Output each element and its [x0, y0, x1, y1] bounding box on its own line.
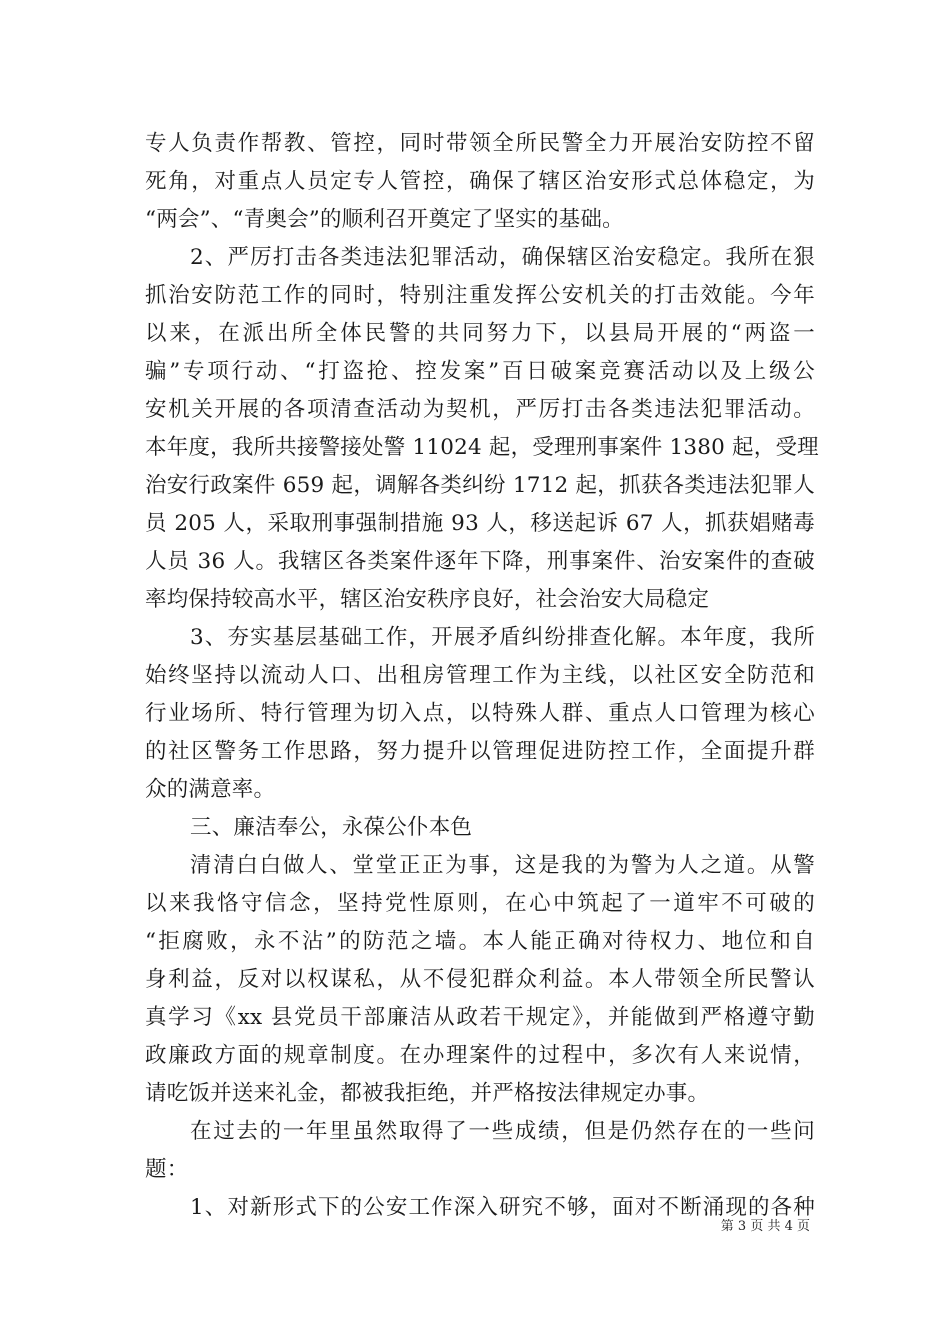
text-line: 员 205 人，采取刑事强制措施 93 人，移送起诉 67 人，抓获娼赌毒 [145, 511, 815, 536]
text-line: 以来，在派出所全体民警的共同努力下，以县局开展的“两盗一 [145, 321, 815, 346]
text-line: “两会”、“青奥会”的顺利召开奠定了坚实的基础。 [145, 207, 624, 232]
text-line: 请吃饭并送来礼金，都被我拒绝，并严格按法律规定办事。 [145, 1081, 710, 1106]
text-line: 1、对新形式下的公安工作深入研究不够，面对不断涌现的各种 [190, 1195, 815, 1220]
text-line: 率均保持较高水平，辖区治安秩序良好，社会治安大局稳定 [145, 587, 710, 612]
text-line: 真学习《xx 县党员干部廉洁从政若干规定》，并能做到严格遵守勤 [145, 1005, 815, 1030]
section-heading: 三、廉洁奉公，永葆公仆本色 [190, 815, 473, 840]
text-line: 清清白白做人、堂堂正正为事，这是我的为警为人之道。从警 [190, 853, 815, 878]
text-line: “拒腐败，永不沾”的防范之墙。本人能正确对待权力、地位和自 [145, 929, 815, 954]
text-line: 专人负责作帮教、管控，同时带领全所民警全力开展治安防控不留 [145, 131, 815, 156]
page-number-footer: 第 3 页 共 4 页 [720, 1219, 810, 1234]
text-line: 政廉政方面的规章制度。在办理案件的过程中，多次有人来说情， [145, 1043, 815, 1068]
text-line: 在过去的一年里虽然取得了一些成绩，但是仍然存在的一些问 [190, 1119, 815, 1144]
text-line: 身利益，反对以权谋私，从不侵犯群众利益。本人带领全所民警认 [145, 967, 815, 992]
text-line: 的社区警务工作思路，努力提升以管理促进防控工作，全面提升群 [145, 739, 815, 764]
text-line: 行业场所、特行管理为切入点，以特殊人群、重点人口管理为核心 [145, 701, 815, 726]
text-line: 本年度，我所共接警接处警 11024 起，受理刑事案件 1380 起，受理 [145, 435, 819, 460]
text-line: 抓治安防范工作的同时，特别注重发挥公安机关的打击效能。今年 [145, 283, 815, 308]
text-line: 死角，对重点人员定专人管控，确保了辖区治安形式总体稳定，为 [145, 169, 815, 194]
text-line: 以来我恪守信念，坚持党性原则，在心中筑起了一道牢不可破的 [145, 891, 815, 916]
text-line: 2、严厉打击各类违法犯罪活动，确保辖区治安稳定。我所在狠 [190, 245, 815, 270]
text-line: 3、夯实基层基础工作，开展矛盾纠纷排查化解。本年度，我所 [190, 625, 815, 650]
text-line: 骗”专项行动、“打盗抢、控发案”百日破案竞赛活动以及上级公 [145, 359, 815, 384]
text-line: 众的满意率。 [145, 777, 276, 802]
text-line: 始终坚持以流动人口、出租房管理工作为主线，以社区安全防范和 [145, 663, 815, 688]
text-line: 治安行政案件 659 起，调解各类纠纷 1712 起，抓获各类违法犯罪人 [145, 473, 815, 498]
text-line: 题： [145, 1157, 189, 1182]
text-line: 人员 36 人。我辖区各类案件逐年下降，刑事案件、治安案件的查破 [145, 549, 815, 574]
text-line: 安机关开展的各项清查活动为契机，严厉打击各类违法犯罪活动。 [145, 397, 815, 422]
